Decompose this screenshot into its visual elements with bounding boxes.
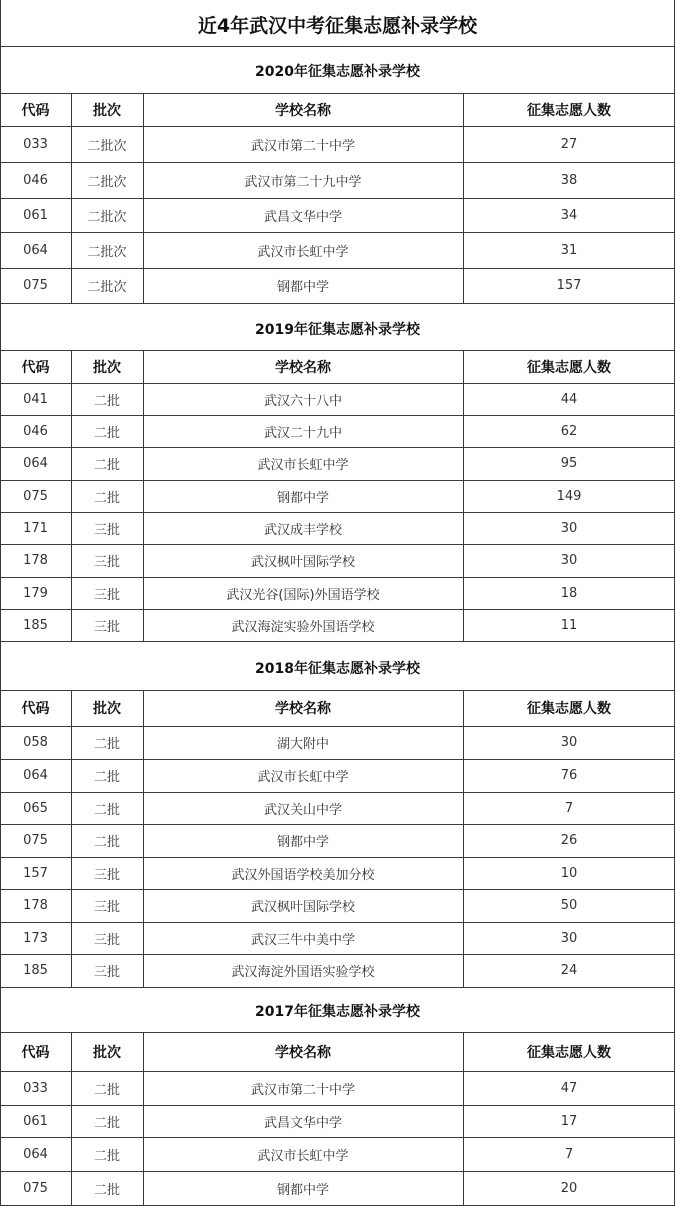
table-row <box>0 383 675 415</box>
batch-cell: 二批 <box>93 835 120 850</box>
table-row <box>0 954 675 987</box>
header-quota: 征集志愿人数 <box>527 102 611 119</box>
quota-cell: 149 <box>556 488 582 504</box>
quota-cell: 11 <box>560 617 578 633</box>
code-cell: 058 <box>23 735 48 750</box>
code-cell: 061 <box>23 1113 48 1129</box>
column-divider <box>143 350 144 641</box>
code-cell: 171 <box>23 520 48 536</box>
quota-cell: 17 <box>560 1113 578 1129</box>
code-cell: 185 <box>23 963 48 978</box>
school-name-cell: 武汉市第二十中学 <box>250 138 355 154</box>
section-title: 2017年征集志愿补录学校 <box>255 1004 420 1020</box>
school-name-cell: 武汉三牛中美中学 <box>250 932 355 948</box>
header-batch: 批次 <box>93 359 121 376</box>
batch-cell: 三批 <box>93 555 120 570</box>
school-name-cell: 武昌文华中学 <box>263 1115 342 1131</box>
header-school-name: 学校名称 <box>275 102 331 119</box>
school-name-cell: 武汉海淀外国语实验学校 <box>231 965 375 980</box>
table-row <box>0 512 675 544</box>
table-row <box>0 922 675 954</box>
quota-cell: 7 <box>564 800 574 816</box>
batch-cell: 二批 <box>93 802 120 818</box>
table-row <box>0 889 675 922</box>
batch-cell: 二批 <box>93 393 120 409</box>
table-header-row <box>0 350 675 383</box>
column-divider <box>463 350 464 641</box>
table-header-row <box>0 690 675 726</box>
table-row <box>0 415 675 447</box>
table-row <box>0 268 675 303</box>
quota-cell: 76 <box>560 768 578 783</box>
column-divider <box>71 1032 72 1205</box>
code-cell: 179 <box>23 585 48 601</box>
batch-cell: 三批 <box>93 522 120 538</box>
header-batch: 批次 <box>93 701 121 717</box>
code-cell: 046 <box>23 423 48 439</box>
batch-cell: 二批 <box>93 1182 120 1198</box>
quota-cell: 26 <box>560 833 578 848</box>
batch-cell: 三批 <box>93 932 120 948</box>
code-cell: 033 <box>23 1080 48 1096</box>
quota-cell: 34 <box>560 207 578 223</box>
divider <box>0 46 675 47</box>
batch-cell: 二批 <box>93 737 120 752</box>
header-batch: 批次 <box>93 102 121 119</box>
school-name-cell: 武汉市长虹中学 <box>257 1148 349 1164</box>
school-name-cell: 武汉海淀实验外国语学校 <box>231 619 375 635</box>
header-quota: 征集志愿人数 <box>527 701 611 717</box>
section-title: 2020年征集志愿补录学校 <box>255 63 420 80</box>
quota-cell: 30 <box>560 930 578 946</box>
school-name-cell: 武汉关山中学 <box>263 802 342 818</box>
column-divider <box>71 690 72 987</box>
code-cell: 157 <box>23 865 48 881</box>
header-batch: 批次 <box>93 1044 121 1061</box>
code-cell: 065 <box>23 800 48 816</box>
batch-cell: 二批 <box>93 458 120 473</box>
header-code: 代码 <box>21 1044 50 1061</box>
quota-cell: 44 <box>560 391 578 407</box>
header-school-name: 学校名称 <box>275 701 331 717</box>
batch-cell: 二批 <box>93 1148 120 1164</box>
table-row <box>0 792 675 824</box>
batch-cell: 三批 <box>93 867 120 883</box>
batch-cell: 二批次 <box>87 174 127 190</box>
school-name-cell: 武汉市第二十九中学 <box>244 174 362 190</box>
column-divider <box>463 1032 464 1205</box>
school-name-cell: 钢都中学 <box>276 835 329 850</box>
header-school-name: 学校名称 <box>275 359 331 376</box>
code-cell: 185 <box>23 617 48 633</box>
quota-cell: 47 <box>560 1080 578 1096</box>
code-cell: 061 <box>23 207 48 223</box>
column-divider <box>143 1032 144 1205</box>
code-cell: 075 <box>23 1180 48 1196</box>
code-cell: 178 <box>23 553 48 568</box>
quota-cell: 24 <box>560 963 578 978</box>
table-row <box>0 759 675 792</box>
school-name-cell: 武汉市长虹中学 <box>257 458 349 473</box>
table-row <box>0 480 675 512</box>
quota-cell: 7 <box>564 1146 574 1162</box>
column-divider <box>71 93 72 303</box>
code-cell: 173 <box>23 930 48 946</box>
quota-cell: 30 <box>560 553 578 568</box>
table-row <box>0 1105 675 1137</box>
code-cell: 064 <box>23 768 48 783</box>
quota-cell: 30 <box>560 735 578 750</box>
school-name-cell: 武汉枫叶国际学校 <box>250 555 355 570</box>
school-name-cell: 武汉六十八中 <box>263 393 342 409</box>
code-cell: 064 <box>23 456 48 471</box>
quota-cell: 20 <box>560 1180 578 1196</box>
code-cell: 041 <box>23 391 48 407</box>
batch-cell: 二批次 <box>87 138 127 154</box>
header-code: 代码 <box>21 102 50 119</box>
school-name-cell: 武汉市长虹中学 <box>257 244 349 260</box>
school-name-cell: 武汉成丰学校 <box>263 522 342 538</box>
quota-cell: 50 <box>560 898 578 913</box>
section-title: 2019年征集志愿补录学校 <box>255 322 420 338</box>
code-cell: 064 <box>23 242 48 258</box>
header-code: 代码 <box>21 701 50 717</box>
column-divider <box>143 93 144 303</box>
code-cell: 064 <box>23 1146 48 1162</box>
batch-cell: 二批 <box>93 1115 120 1131</box>
section-title: 2018年征集志愿补录学校 <box>255 661 420 677</box>
batch-cell: 二批 <box>93 770 120 785</box>
school-name-cell: 钢都中学 <box>276 1182 329 1198</box>
school-name-cell: 钢都中学 <box>276 280 329 295</box>
batch-cell: 二批 <box>93 425 120 441</box>
page-title: 近4年武汉中考征集志愿补录学校 <box>197 14 478 37</box>
column-divider <box>463 93 464 303</box>
code-cell: 075 <box>23 278 48 293</box>
divider <box>0 987 675 988</box>
table-row <box>0 126 675 162</box>
table-row <box>0 447 675 480</box>
quota-cell: 30 <box>560 520 578 536</box>
quota-cell: 27 <box>560 136 578 152</box>
batch-cell: 二批次 <box>87 280 127 295</box>
table-row <box>0 824 675 857</box>
table-row <box>0 232 675 268</box>
column-divider <box>143 690 144 987</box>
table-row <box>0 726 675 759</box>
code-cell: 033 <box>23 136 48 152</box>
quota-cell: 18 <box>560 585 578 601</box>
header-school-name: 学校名称 <box>275 1044 331 1061</box>
school-name-cell: 武汉外国语学校美加分校 <box>231 867 375 883</box>
column-divider <box>71 350 72 641</box>
header-quota: 征集志愿人数 <box>527 359 611 376</box>
code-cell: 075 <box>23 833 48 848</box>
table-row <box>0 857 675 889</box>
table-row <box>0 609 675 641</box>
school-name-cell: 武汉光谷(国际)外国语学校 <box>226 587 380 603</box>
divider <box>0 303 675 304</box>
school-name-cell: 武昌文华中学 <box>263 209 342 225</box>
batch-cell: 三批 <box>93 587 120 603</box>
table-row <box>0 162 675 198</box>
school-name-cell: 武汉市长虹中学 <box>257 770 349 785</box>
table-row <box>0 544 675 577</box>
batch-cell: 三批 <box>93 900 120 915</box>
batch-cell: 二批次 <box>87 209 127 225</box>
batch-cell: 三批 <box>93 965 120 980</box>
batch-cell: 二批 <box>93 1082 120 1098</box>
table-header-row <box>0 93 675 126</box>
quota-cell: 10 <box>560 865 578 881</box>
school-name-cell: 钢都中学 <box>276 490 329 506</box>
quota-cell: 38 <box>560 172 578 188</box>
quota-cell: 31 <box>560 242 578 258</box>
quota-cell: 95 <box>560 456 578 471</box>
batch-cell: 二批 <box>93 490 120 506</box>
code-cell: 178 <box>23 898 48 913</box>
quota-cell: 62 <box>560 423 578 439</box>
table-row <box>0 198 675 232</box>
table-row <box>0 1171 675 1205</box>
batch-cell: 三批 <box>93 619 120 635</box>
code-cell: 075 <box>23 488 48 504</box>
column-divider <box>463 690 464 987</box>
table-row <box>0 1071 675 1105</box>
quota-cell: 157 <box>556 278 582 293</box>
school-name-cell: 武汉市第二十中学 <box>250 1082 355 1098</box>
batch-cell: 二批次 <box>87 244 127 260</box>
table-header-row <box>0 1032 675 1071</box>
school-name-cell: 武汉枫叶国际学校 <box>250 900 355 915</box>
code-cell: 046 <box>23 172 48 188</box>
divider <box>0 641 675 642</box>
table-row <box>0 1137 675 1171</box>
table-row <box>0 577 675 609</box>
header-code: 代码 <box>21 359 50 376</box>
school-name-cell: 湖大附中 <box>276 737 329 752</box>
header-quota: 征集志愿人数 <box>527 1044 611 1061</box>
school-name-cell: 武汉二十九中 <box>263 425 342 441</box>
